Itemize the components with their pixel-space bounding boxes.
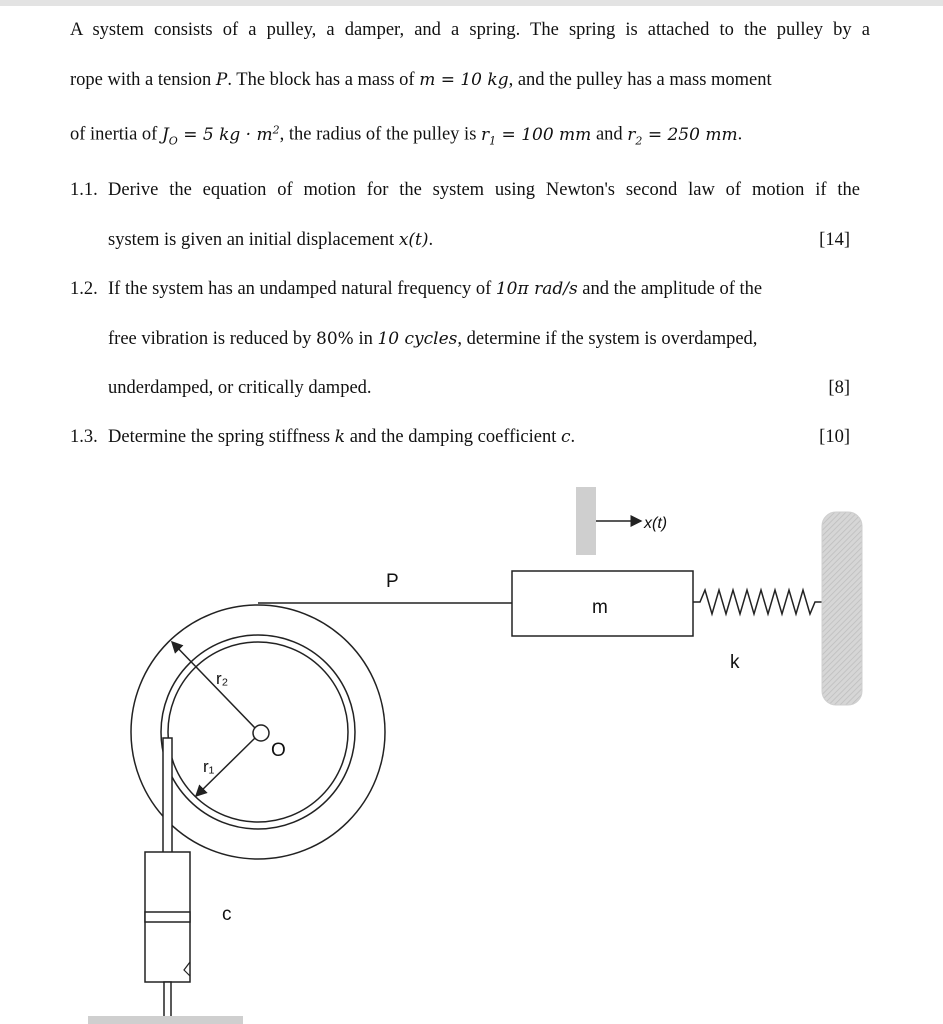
intro-line-2 [70,56,870,106]
r2-value: $r_2 = 250$ mm [627,124,738,148]
percent-value: 80% [316,328,354,349]
question-number: 1.2. [70,279,98,299]
frequency-value: 10π rad/s [495,279,578,299]
intro-text: rope with a tension [70,69,212,90]
intro-text: , and the pulley has a mass moment [508,69,772,90]
intro-text: of inertia of [70,124,158,145]
r1-label: r₁ [203,757,215,776]
inertia-value: $J_O = 5$ kg · $m^2$ [161,123,280,148]
mass-value: m = 10 kg [419,69,509,90]
question-number: 1.3. [70,427,98,447]
pulley-center [253,725,269,741]
question-1-2 [70,265,860,415]
stiffness-label: k [730,652,740,673]
center-label: O [271,740,286,761]
intro-line-3: of inertia of $J_O = 5$ kg · $m^2$, the radius of the pulley is $r_1 = 100$ mm and $r_2 = 250$ mm. [70,123,743,148]
damping-symbol: c [561,427,571,447]
question-text: underdamped, or critically damped. [8] [108,364,860,414]
tension-symbol: P [215,69,228,90]
pulley-system-diagram [0,470,943,1024]
damper-label: c [222,904,232,925]
cycles-value: 10 cycles [377,328,458,349]
intro-text: . The block has a mass of [227,69,415,90]
fixed-wall [822,512,862,705]
marks-badge: [8] [828,378,850,398]
intro-line-1: A system consists of a pulley, a damper, and a spring. The spring is attached to the pulley by a [70,20,870,40]
mass-label: m [592,597,608,618]
question-text: Derive the equation of motion for the system using Newton's second law of motion if the [108,180,860,200]
problem-statement [70,6,870,155]
r1-value: $r_1 = 100$ mm [481,124,592,148]
r2-label: r₂ [216,669,229,688]
intro-text: , the radius of the pulley is [279,124,477,145]
displacement-symbol: x(t) [398,229,429,250]
damper-piston [145,912,190,922]
question-text: system is given an initial displacement x(t). [14] [108,216,860,266]
marks-badge: [10] [819,427,850,447]
tension-label: P [386,571,399,592]
marks-badge: [14] [819,229,850,250]
displacement-label: x(t) [644,515,668,532]
question-1-3 [70,413,860,463]
question-text: Determine the spring stiffness k and the damping coefficient c. [10] [108,413,860,463]
spring [693,590,825,614]
reference-wall [576,487,596,555]
r2-radius-line [172,642,255,728]
question-1-1 [70,166,860,266]
question-number: 1.1. [70,180,98,200]
bottom-bar [88,1016,243,1024]
question-text: free vibration is reduced by 80% in 10 cycles, determine if the system is overdamped, [108,328,758,349]
intro-text: and [595,124,623,145]
stiffness-symbol: k [334,427,346,447]
question-text: If the system has an undamped natural frequency of 10π rad/s and the amplitude of the [108,279,763,299]
